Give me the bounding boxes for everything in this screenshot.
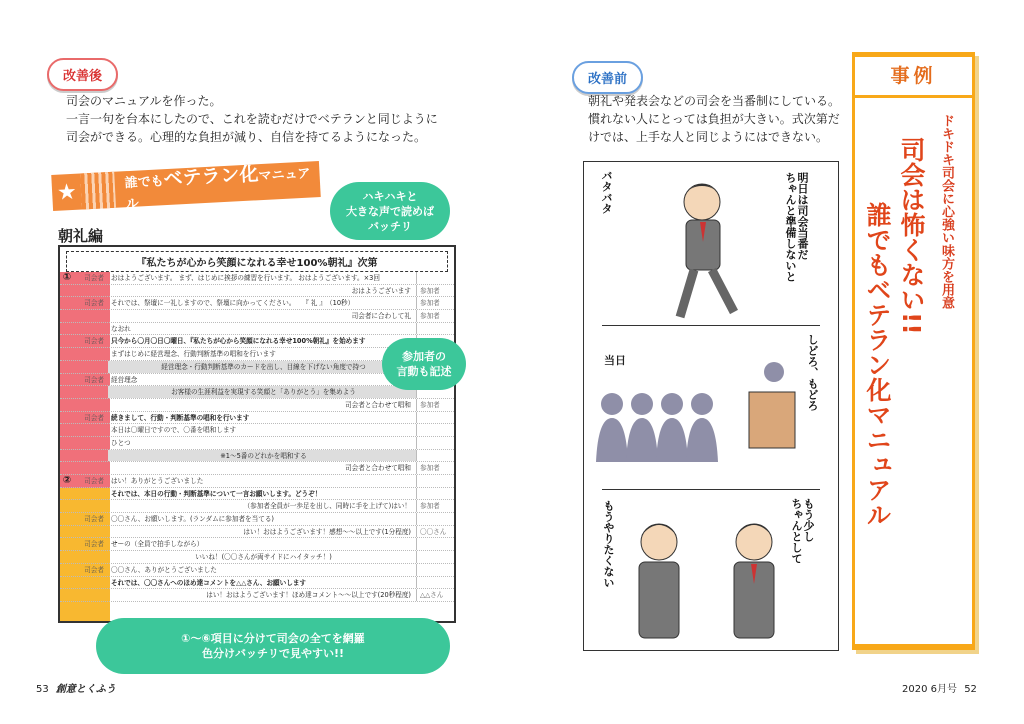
panel-divider-1 bbox=[602, 325, 820, 326]
row-number bbox=[60, 335, 74, 347]
badge-after: 改善後 bbox=[47, 58, 118, 91]
table-row bbox=[60, 462, 454, 475]
row-role bbox=[74, 526, 108, 538]
row-participant bbox=[416, 551, 454, 563]
row-role: 司会者 bbox=[84, 375, 104, 384]
row-number bbox=[60, 589, 74, 601]
row-role: 司会者 bbox=[84, 337, 104, 346]
row-text: ひとつ bbox=[111, 438, 131, 447]
row-text: 経営理念・行動判断基準のカードを出し、目線を下げない角度で持つ bbox=[108, 361, 416, 373]
row-text: 経営理念 bbox=[111, 375, 138, 384]
row-participant: 参加者 bbox=[416, 399, 454, 411]
table-row bbox=[60, 412, 454, 425]
row-participant bbox=[416, 564, 454, 576]
speech-stammer: しどろ、もどろ bbox=[806, 334, 819, 411]
after-line-2: 一言一句を台本にしたので、これを読むだけでベテランと同じように bbox=[66, 112, 438, 126]
row-text: 続きまして、行動・判断基準の唱和を行います bbox=[111, 413, 250, 422]
row-role bbox=[74, 323, 108, 335]
row-text: 〇〇さん、お願いします。(ランダムに参加者を当てる) bbox=[111, 515, 274, 524]
document-title: 『私たちが心から笑顔になれる幸せ100%朝礼』次第 bbox=[66, 251, 448, 272]
before-paragraph bbox=[588, 92, 840, 146]
cloud-read-aloud: ハキハキと 大きな声で読めば バッチリ bbox=[330, 182, 450, 240]
row-number bbox=[60, 450, 74, 462]
table-row bbox=[60, 577, 454, 590]
before-line-2: 慣れない人にとっては負担が大きい。式次第だ bbox=[588, 112, 840, 126]
sfx-batabata: バタバタ bbox=[600, 170, 613, 214]
page-number-left: 53 bbox=[36, 684, 49, 695]
row-text: まずはじめに経営理念、行動判断基準の唱和を行います bbox=[111, 350, 276, 359]
after-line-1: 司会のマニュアルを作った。 bbox=[66, 94, 222, 108]
row-number bbox=[60, 348, 74, 360]
case-heading: 事例 bbox=[855, 57, 972, 95]
row-role bbox=[74, 361, 108, 373]
row-text: おはようございます bbox=[351, 286, 411, 295]
row-text: お客様の生涯利益を実現する笑顔と「ありがとう」を集めよう bbox=[108, 386, 416, 398]
table-row bbox=[60, 589, 454, 602]
row-participant bbox=[416, 513, 454, 525]
row-text: それでは、〇〇さんへのほめ達コメントを△△さん、お願いします bbox=[111, 578, 307, 587]
table-row bbox=[60, 399, 454, 412]
row-role bbox=[74, 551, 108, 563]
row-participant: 参加者 bbox=[416, 297, 454, 309]
row-role bbox=[74, 450, 108, 462]
row-role bbox=[74, 589, 108, 601]
row-role bbox=[74, 577, 108, 589]
row-role: 司会者 bbox=[84, 413, 104, 422]
row-text: はい！おはようございます！ほめ達コメント〜〜以上です(20秒程度) bbox=[206, 591, 411, 600]
row-participant: 参加者 bbox=[416, 462, 454, 474]
row-text: なおれ bbox=[111, 324, 131, 333]
table-row bbox=[60, 272, 454, 285]
row-number bbox=[60, 285, 74, 297]
row-role: 司会者 bbox=[84, 540, 104, 549]
table-row bbox=[60, 437, 454, 450]
row-participant bbox=[416, 538, 454, 550]
row-text: せーの（全員で拍手しながら） bbox=[111, 540, 204, 549]
row-number bbox=[60, 386, 74, 398]
row-role bbox=[74, 488, 108, 500]
comic-strip bbox=[583, 161, 839, 651]
before-line-3: けでは、上手な人と同じようにはできない。 bbox=[588, 130, 829, 144]
section-title: 朝礼編 bbox=[58, 227, 104, 245]
row-number bbox=[60, 361, 74, 373]
row-role bbox=[74, 348, 108, 360]
issue-label: 2020 6月号 bbox=[902, 684, 957, 695]
star-icon: ★ bbox=[56, 179, 78, 206]
table-row bbox=[60, 297, 454, 310]
row-participant bbox=[416, 272, 454, 284]
row-number bbox=[60, 488, 74, 500]
cloud-coverage: ①〜⑥項目に分けて司会の全てを網羅 色分けバッチリで見やすい!! bbox=[96, 618, 450, 674]
table-row bbox=[60, 424, 454, 437]
row-number bbox=[60, 323, 74, 335]
script-table bbox=[60, 272, 454, 602]
row-text: 司会者に合わして礼 bbox=[351, 312, 411, 321]
right-footer bbox=[902, 680, 977, 695]
after-paragraph bbox=[66, 92, 438, 146]
row-role: 司会者 bbox=[84, 299, 104, 308]
row-number: ② bbox=[62, 475, 72, 486]
row-number bbox=[60, 551, 74, 563]
row-role bbox=[74, 310, 108, 322]
row-role: 司会者 bbox=[84, 565, 104, 574]
manual-banner bbox=[51, 161, 321, 211]
row-number bbox=[60, 399, 74, 411]
row-number bbox=[60, 526, 74, 538]
after-line-3: 司会ができる。心理的な負担が減り、自信を持てるようになった。 bbox=[66, 130, 427, 144]
row-number bbox=[60, 412, 74, 424]
row-text: （参加者全員が一歩足を出し、同時に手を上げて)はい！ bbox=[243, 502, 411, 511]
row-role bbox=[74, 437, 108, 449]
table-row bbox=[60, 475, 454, 488]
table-row bbox=[60, 513, 454, 526]
row-participant: 参加者 bbox=[416, 285, 454, 297]
row-role bbox=[74, 386, 108, 398]
left-footer bbox=[36, 680, 116, 695]
case-sidebar bbox=[852, 52, 975, 650]
row-text: それでは、本日の行動・判断基準について一言お願いします。どうぞ！ bbox=[111, 489, 322, 498]
speech-give-up: もうやりたくない bbox=[602, 500, 615, 588]
table-row bbox=[60, 450, 454, 463]
podium-speaker bbox=[744, 352, 804, 452]
row-text: ※1〜5番のどれかを唱和する bbox=[108, 450, 416, 462]
table-row bbox=[60, 551, 454, 564]
sidebar-subtitle: ドキドキ司会に心強い味方を用意 bbox=[939, 114, 954, 309]
audience-figures bbox=[594, 382, 724, 472]
row-number bbox=[60, 310, 74, 322]
banner-title: 誰でもベテラン化マニュアル bbox=[124, 163, 311, 213]
table-row bbox=[60, 564, 454, 577]
row-role: 司会者 bbox=[84, 515, 104, 524]
row-text: はい！おはようございます！感想〜〜以上です(1分程度) bbox=[243, 527, 411, 536]
row-text: 只今から〇月〇日〇曜日、『私たちが心から笑顔になれる幸せ100%朝礼』を始めます bbox=[111, 337, 366, 346]
row-number bbox=[60, 513, 74, 525]
cloud-participant: 参加者の 言動も記述 bbox=[382, 338, 466, 390]
row-text: 司会者と合わせて唱和 bbox=[345, 464, 411, 473]
row-participant bbox=[416, 412, 454, 424]
label-day-of: 当日 bbox=[604, 354, 626, 367]
table-row bbox=[60, 323, 454, 336]
row-participant bbox=[416, 424, 454, 436]
row-text: 本日は〇曜日ですので、〇番を唱和します bbox=[111, 426, 237, 435]
row-participant bbox=[416, 577, 454, 589]
speech-prepare: 明日は司会当番だ ちゃんと準備しないと bbox=[784, 172, 809, 282]
row-text: いいね！(〇〇さんが両サイドにハイタッチ！) bbox=[195, 553, 332, 562]
row-text: はい！ありがとうございました bbox=[111, 477, 204, 485]
row-number bbox=[60, 297, 74, 309]
row-participant: 〇〇さん bbox=[416, 526, 454, 538]
before-line-1: 朝礼や発表会などの司会を当番制にしている。 bbox=[588, 94, 841, 108]
row-number bbox=[60, 564, 74, 576]
banner-stripes bbox=[81, 172, 116, 210]
magazine-logo: 創意とくふう bbox=[55, 684, 116, 695]
manual-document bbox=[58, 245, 456, 623]
row-participant bbox=[416, 450, 454, 462]
row-role bbox=[74, 399, 108, 411]
row-role: 司会者 bbox=[84, 274, 104, 282]
table-row bbox=[60, 310, 454, 323]
row-participant: △△さん bbox=[416, 589, 454, 601]
row-role bbox=[74, 462, 108, 474]
table-row bbox=[60, 526, 454, 539]
table-row bbox=[60, 538, 454, 551]
panel-divider-2 bbox=[602, 489, 820, 490]
row-text: 〇〇さん、ありがとうございました bbox=[111, 565, 217, 574]
table-row bbox=[60, 488, 454, 501]
row-participant bbox=[416, 488, 454, 500]
row-number: ① bbox=[62, 272, 72, 283]
page-number-right: 52 bbox=[964, 684, 977, 695]
row-participant: 参加者 bbox=[416, 310, 454, 322]
table-row bbox=[60, 500, 454, 513]
row-text: 司会者と合わせて唱和 bbox=[345, 400, 411, 409]
row-role bbox=[74, 424, 108, 436]
table-row bbox=[60, 386, 454, 399]
row-text: おはようございます。 まず、はじめに挨拶の練習を行います。 おはようございます。×3回 bbox=[111, 274, 380, 282]
row-role bbox=[74, 500, 108, 512]
row-number bbox=[60, 374, 74, 386]
sad-man-figure bbox=[624, 512, 694, 642]
row-number bbox=[60, 577, 74, 589]
speech-do-better: もう少し ちゃんとして bbox=[790, 498, 815, 564]
table-row bbox=[60, 285, 454, 298]
badge-before: 改善前 bbox=[572, 61, 643, 94]
sidebar-title-2: 誰でもベテラン化マニュアル bbox=[863, 202, 892, 527]
row-number bbox=[60, 437, 74, 449]
row-role: 司会者 bbox=[84, 477, 104, 485]
running-man-figure bbox=[654, 172, 754, 322]
row-number bbox=[60, 424, 74, 436]
senior-man-figure bbox=[714, 512, 794, 642]
row-participant bbox=[416, 475, 454, 487]
sidebar-title-1: 司会は怖くない!! bbox=[897, 137, 926, 335]
row-participant: 参加者 bbox=[416, 500, 454, 512]
row-participant bbox=[416, 323, 454, 335]
row-number bbox=[60, 462, 74, 474]
row-text: それでは、祭壇に一礼しますので、祭壇に向かってください。 『 礼 』 （10秒） bbox=[111, 299, 355, 308]
row-number bbox=[60, 500, 74, 512]
row-number bbox=[60, 538, 74, 550]
row-participant bbox=[416, 437, 454, 449]
row-role bbox=[74, 285, 108, 297]
